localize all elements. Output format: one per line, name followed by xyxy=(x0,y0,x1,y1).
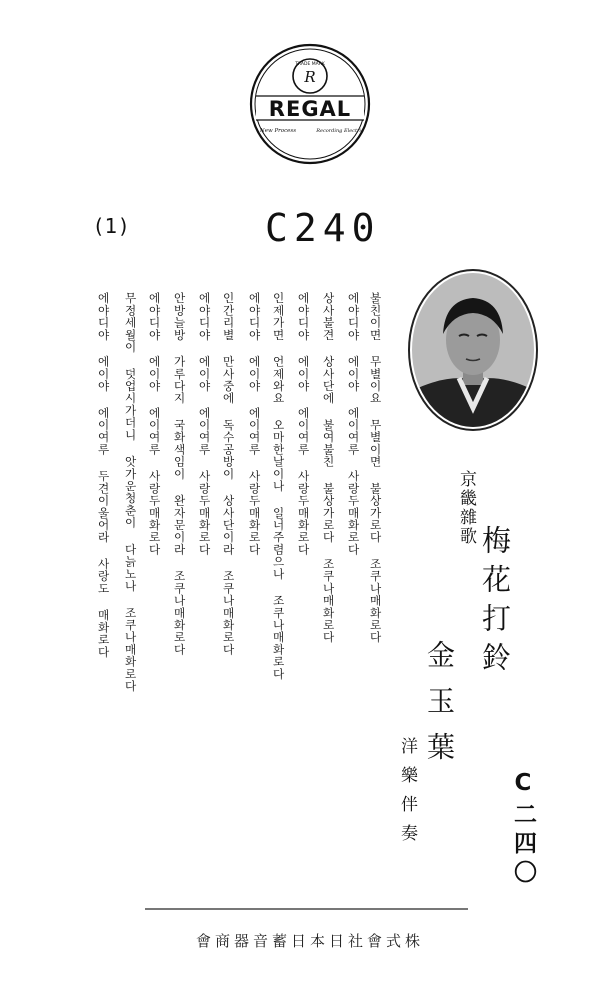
lyric-line: 인제가면 언제와요 오마한날이나 일너주렴으나 조쿠나매화로다 xyxy=(271,292,286,680)
lyric-line: 무정세월이 덧업시가더니 앗가운청춘이 다늙노나 조쿠나매화로다 xyxy=(123,292,138,692)
lyric-line: 에야디야 에이야 에이여루 사랑두매화로다 xyxy=(147,292,162,556)
svg-text:Recording Electric: Recording Electric xyxy=(316,128,364,134)
lyric-line: 에야디야 에이야 에이여루 사랑두매화로다 xyxy=(296,292,311,556)
lyric-line: 에야디야 에이야 에이여루 사랑두매화로다 xyxy=(247,292,262,556)
lyric-line: 상사불견 상사단에 불여불친 불상가로다 조쿠나매화로다 xyxy=(321,292,336,644)
singer-name: 金玉葉 xyxy=(423,640,456,778)
lyric-line: 안방늘방 가루다지 국화색임이 완자문이라 조쿠나매화로다 xyxy=(172,292,187,656)
svg-text:New Process: New Process xyxy=(259,128,297,134)
company-name: 會商器音蓄日本日社會式株 xyxy=(195,932,424,950)
genre-label: 京畿雜歌 xyxy=(456,470,476,546)
side-number: (1) xyxy=(95,214,130,238)
lyric-line: 에야디야 에이야 에이여루 두견이울어라 사랑도 매화로다 xyxy=(96,292,111,658)
lyric-line: 인간리별 만사중에 독수공방이 상사단이라 조쿠나매화로다 xyxy=(221,292,236,656)
svg-text:TRADE MARK: TRADE MARK xyxy=(295,62,325,67)
song-title: 梅花打鈴 xyxy=(478,525,512,681)
footer-divider xyxy=(145,908,468,910)
accompaniment-label: 洋樂伴奏 xyxy=(397,737,417,853)
lyric-line: 에야디야 에이야 에이여루 사랑두매화로다 xyxy=(197,292,212,556)
catalog-number-vertical: C二四〇 xyxy=(510,770,536,889)
catalog-number: C240 xyxy=(265,206,381,250)
lyric-line: 에야디야 에이야 에이여루 사랑두매화로다 xyxy=(346,292,361,556)
svg-text:REGAL: REGAL xyxy=(268,97,352,121)
svg-text:R: R xyxy=(304,68,316,86)
lyric-line: 불친이면 무별이요 무별이면 불상가로다 조쿠나매화로다 xyxy=(368,292,383,644)
singer-portrait xyxy=(407,268,539,433)
regal-logo xyxy=(248,42,372,166)
